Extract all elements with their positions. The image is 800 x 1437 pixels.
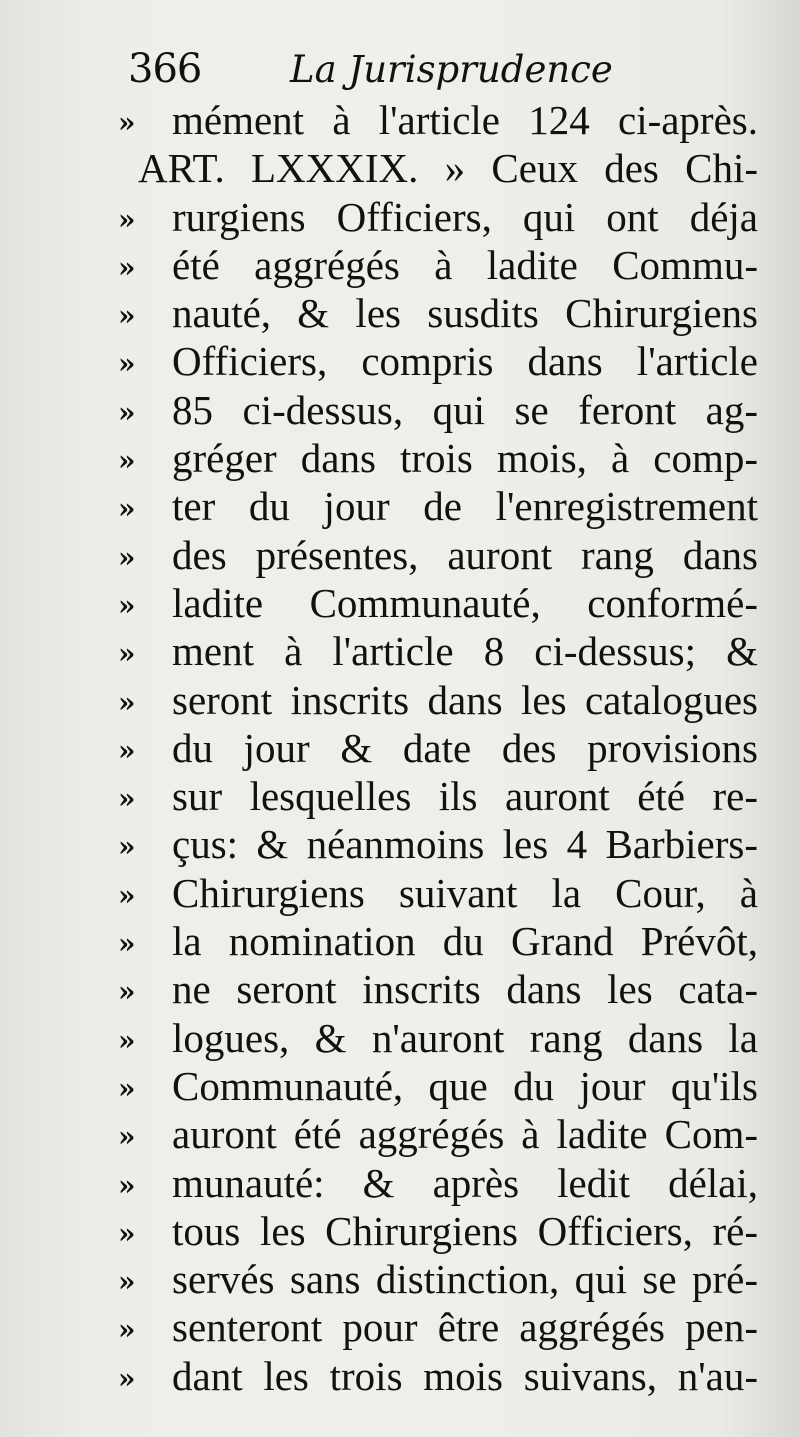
text-line [118,965,768,1013]
quote-mark: » [118,588,136,622]
quote-mark: » [118,782,136,816]
line-text: gréger dans trois mois, à comp- [172,435,758,482]
line-text: servés sans distinction, qui se pré- [172,1256,758,1303]
page-number: 366 [128,46,202,92]
quote-mark: » [118,299,136,333]
line-text: sur lesquelles ils auront été re- [172,773,758,820]
line-text: mément à l'article 124 ci-après. [172,97,758,143]
text-line [118,1255,768,1303]
text-line [118,1159,768,1207]
text-line [118,869,768,917]
page-header [120,46,613,96]
line-text: Chirurgiens suivant la Cour, à [172,869,758,916]
line-text: munauté: & après ledit délai, [172,1159,758,1206]
text-line [118,676,768,724]
line-text: ment à l'article 8 ci-dessus; & [172,628,758,675]
line-text: çus: & néanmoins les 4 Barbiers- [172,821,758,868]
text-line [118,724,768,772]
text-line [118,96,768,144]
line-text: du jour & date des provisions [172,724,758,771]
line-text: nauté, & les susdits Chirurgiens [172,290,758,337]
text-line [118,820,768,868]
line-text: des présentes, auront rang dans [172,531,758,578]
text-line [118,627,768,675]
text-line [118,1062,768,1110]
text-line [118,1110,768,1158]
text-line [118,241,768,289]
text-line [118,772,768,820]
line-text: rurgiens Officiers, qui ont déja [172,193,758,240]
quote-mark: » [118,1023,136,1057]
text-line [118,289,768,337]
quote-mark: » [118,347,136,381]
line-text: Officiers, compris dans l'article [172,338,758,385]
line-text: dant les trois mois suivans, n'au- [172,1352,758,1399]
running-title: La Jurisprudence [290,48,613,91]
body-text [118,96,768,1400]
quote-mark: » [118,1168,136,1202]
text-line [118,386,768,434]
article-heading-line: ART. LXXXIX. » Ceux des Chi- [138,145,758,192]
quote-mark: » [118,927,136,961]
line-text: ter du jour de l'enregistrement [172,483,758,530]
quote-mark: » [118,733,136,767]
line-text: logues, & n'auront rang dans la [172,1014,758,1061]
line-text: 85 ci-dessus, qui se feront ag- [172,386,758,433]
line-text: tous les Chirurgiens Officiers, ré- [172,1207,758,1254]
quote-mark: » [118,1071,136,1105]
quote-mark: » [118,878,136,912]
quote-mark: » [118,1313,136,1347]
text-line [118,193,768,241]
line-text: seront inscrits dans les catalogues [172,676,758,723]
quote-mark: » [118,830,136,864]
text-line [118,579,768,627]
text-line [118,337,768,385]
quote-mark: » [118,540,136,574]
quote-mark: » [118,685,136,719]
text-line [118,1352,768,1400]
quote-mark: » [118,202,136,236]
quote-mark: » [118,106,136,139]
quote-mark: » [118,395,136,429]
line-text: senteront pour être aggrégés pen- [172,1304,758,1351]
quote-mark: » [118,1361,136,1395]
line-text: été aggrégés à ladite Commu- [172,241,758,288]
quote-mark: » [118,1216,136,1250]
quote-mark: » [118,444,136,478]
line-text: ne seront inscrits dans les cata- [172,966,758,1013]
text-line [118,917,768,965]
quote-mark: » [118,975,136,1009]
text-line [118,1207,768,1255]
text-line [118,1014,768,1062]
line-text: la nomination du Grand Prévôt, [172,918,758,965]
quote-mark: » [118,250,136,284]
line-text: Communauté, que du jour qu'ils [172,1062,758,1109]
quote-mark: » [118,1265,136,1299]
quote-mark: » [118,637,136,671]
quote-mark: » [118,1120,136,1154]
text-line [118,434,768,482]
text-line [118,144,768,192]
text-line [118,482,768,530]
text-line [118,1303,768,1351]
quote-mark: » [118,492,136,526]
line-text: auront été aggrégés à ladite Com- [172,1111,758,1158]
text-line [118,531,768,579]
line-text: ladite Communauté, conformé- [172,579,758,626]
